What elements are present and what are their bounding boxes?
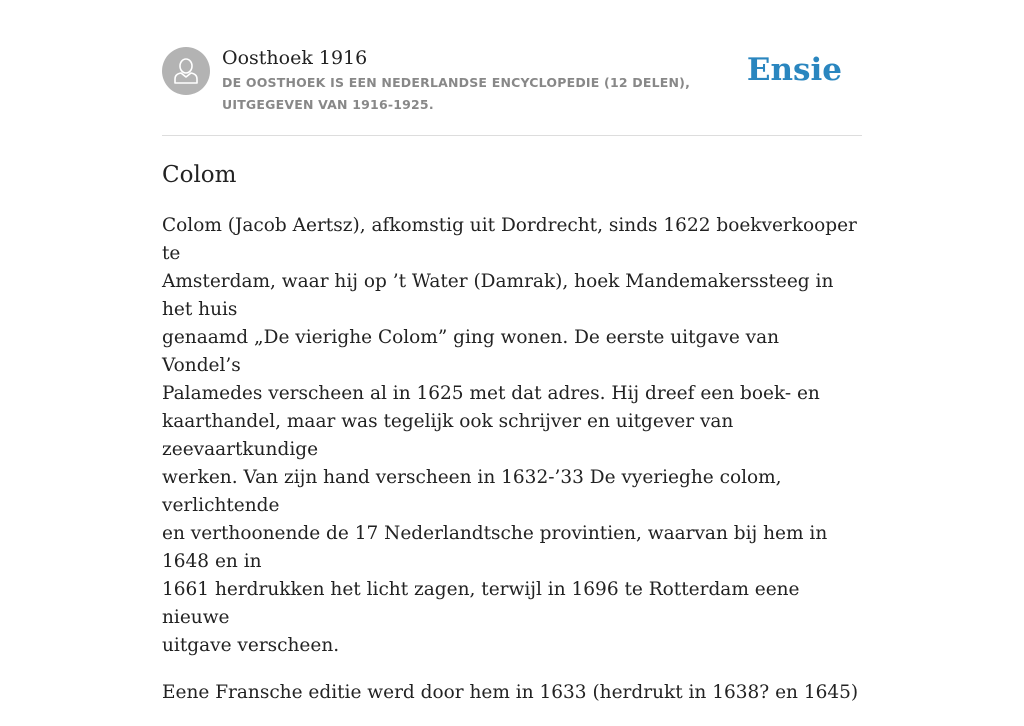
source-description: DE OOSTHOEK IS EEN NEDERLANDSE ENCYCLOPEDIE (12 DELEN), UITGEGEVEN VAN 1916-1925. [222, 75, 691, 112]
source-title[interactable]: Oosthoek 1916 [222, 47, 368, 69]
article-paragraph: Colom (Jacob Aertsz), afkomstig uit Dordrecht, sinds 1622 boekverkooper te Amsterdam, waar hij op ’t Water (Damrak), hoek Mandemakerssteeg in het huis genaamd „De vierighe Colom” ging wonen. De eerste uitgave van Vondel’s Palamedes verscheen al in 1625 met dat adres. Hij dreef een boek- en kaarthandel, maar was tegelijk ook schrijver en uitgever van zeevaartkundige werken. Van zijn hand verscheen in 1632-’33 De vyerieghe colom, verlichtende en verthoonende de 17 Nederlandtsche provintien, waarvan bij hem in 1648 en in 1661 herdrukken het licht zagen, terwijl in 1696 te Rotterdam eene nieuwe uitgave verscheen. [162, 215, 857, 656]
source-header [162, 0, 862, 136]
page-container [162, 0, 862, 703]
ensie-logo[interactable]: Ensie [746, 52, 842, 88]
article-paragraph: Eene Fransche editie werd door hem in 1633 (herdrukt in 1638? en 1645) [162, 682, 859, 703]
article-body [162, 212, 862, 726]
user-icon[interactable] [162, 47, 210, 95]
article-title: Colom [162, 162, 237, 188]
